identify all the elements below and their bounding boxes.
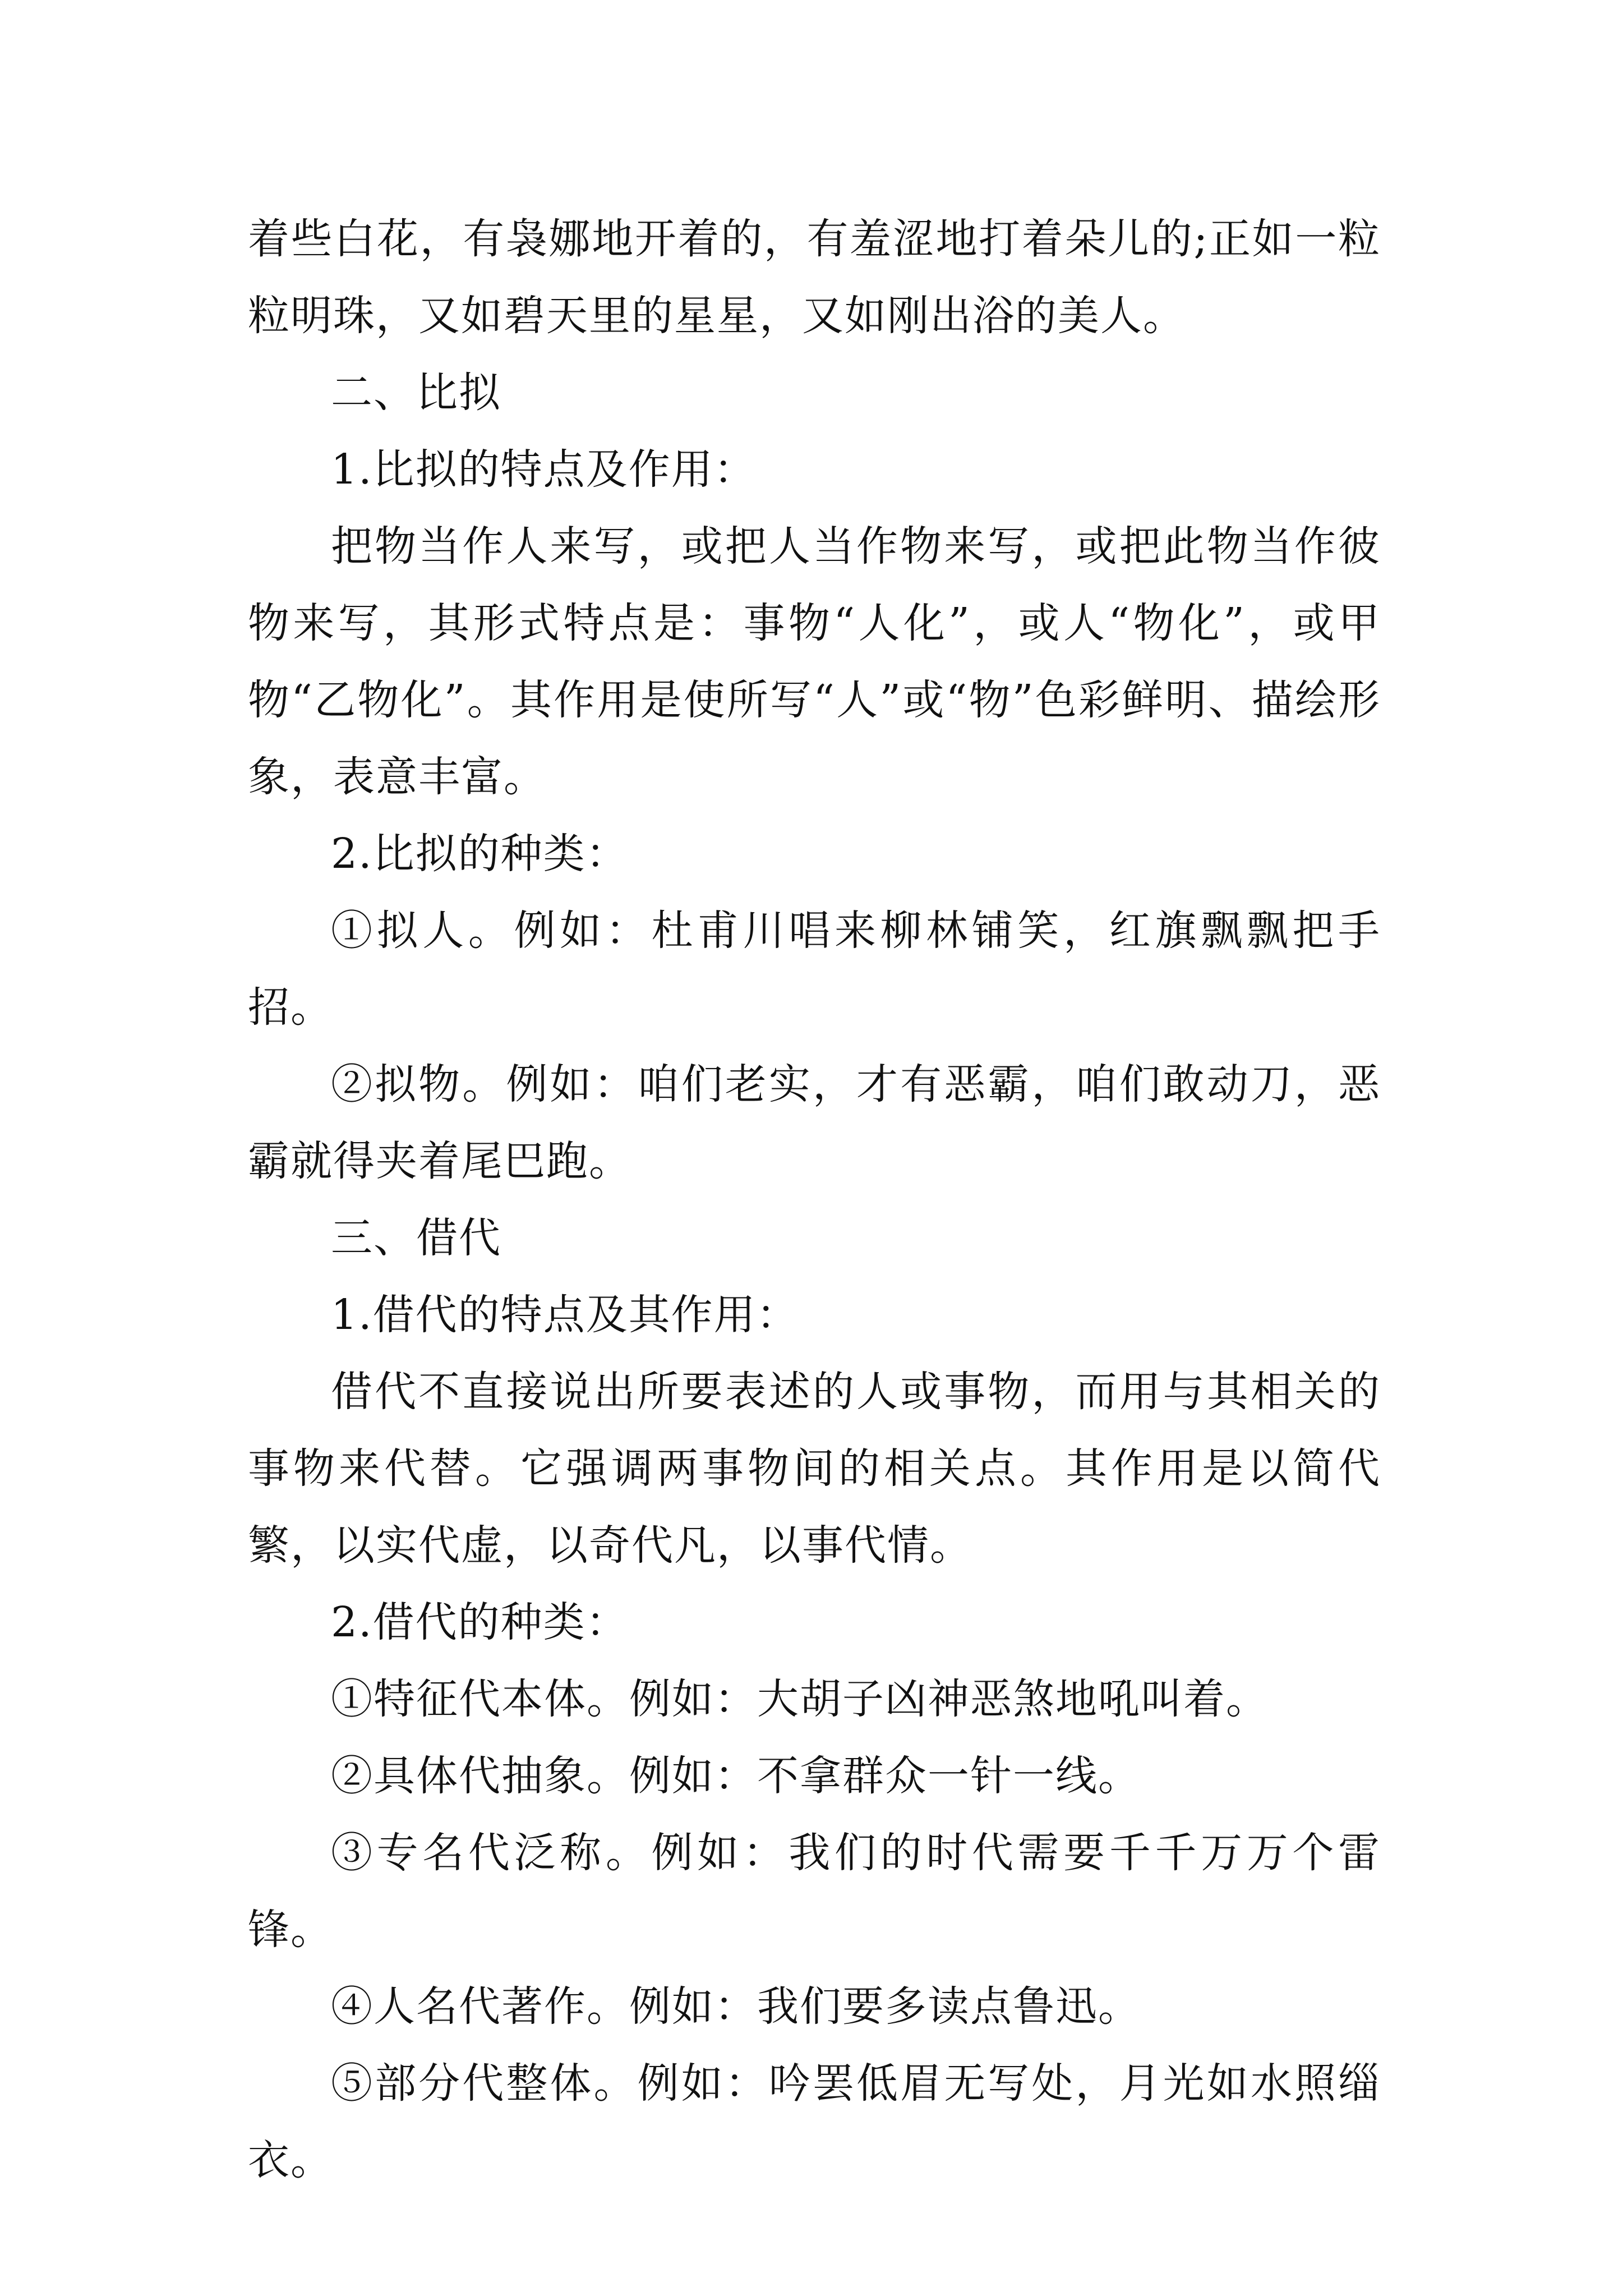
list-item-name-for-works: ④人名代著作。例如：我们要多读点鲁迅。 [331,1982,1141,2031]
document-body [248,201,1381,2199]
list-item-objectification: ②拟物。例如：咱们老实，才有恶霸，咱们敢动刀，恶霸就得夹着尾巴跑。 [248,1060,1381,1185]
list-item-feature-for-body: ①特征代本体。例如：大胡子凶神恶煞地吼叫着。 [331,1675,1269,1723]
subheading-jiedai-types: 2.借代的种类： [331,1598,629,1646]
section-heading-biniu: 二、比拟 [331,369,501,417]
paragraph-biniu-description: 把物当作人来写，或把人当作物来写，或把此物当作彼物来写，其形式特点是：事物“人化”，或人“物化”，或甲物“乙物化”。其作用是使所写“人”或“物”色彩鲜明、描绘形象，表意丰富。 [248,522,1381,801]
subheading-jiedai-features: 1.借代的特点及其作用： [331,1291,799,1339]
paragraph-jiedai-description: 借代不直接说出所要表述的人或事物，而用与其相关的事物来代替。它强调两事物间的相关点。其作用是以简代繁，以实代虚，以奇代凡，以事代情。 [248,1368,1381,1570]
list-item-personification: ①拟人。例如：杜甫川唱来柳林铺笑，红旗飘飘把手招。 [248,907,1381,1032]
list-item-concrete-for-abstract: ②具体代抽象。例如：不拿群众一针一线。 [331,1752,1141,1800]
list-item-part-for-whole: ⑤部分代整体。例如：吟罢低眉无写处，月光如水照缁衣。 [248,2059,1381,2184]
paragraph-continuation: 着些白花，有袅娜地开着的，有羞涩地打着朵儿的;正如一粒粒明珠，又如碧天里的星星，又如刚出浴的美人。 [248,215,1381,340]
list-item-proper-name-for-general: ③专名代泛称。例如：我们的时代需要千千万万个雷锋。 [248,1829,1381,1954]
section-heading-jiedai: 三、借代 [331,1214,501,1262]
subheading-biniu-features: 1.比拟的特点及作用： [331,445,757,494]
subheading-biniu-types: 2.比拟的种类： [331,830,629,878]
